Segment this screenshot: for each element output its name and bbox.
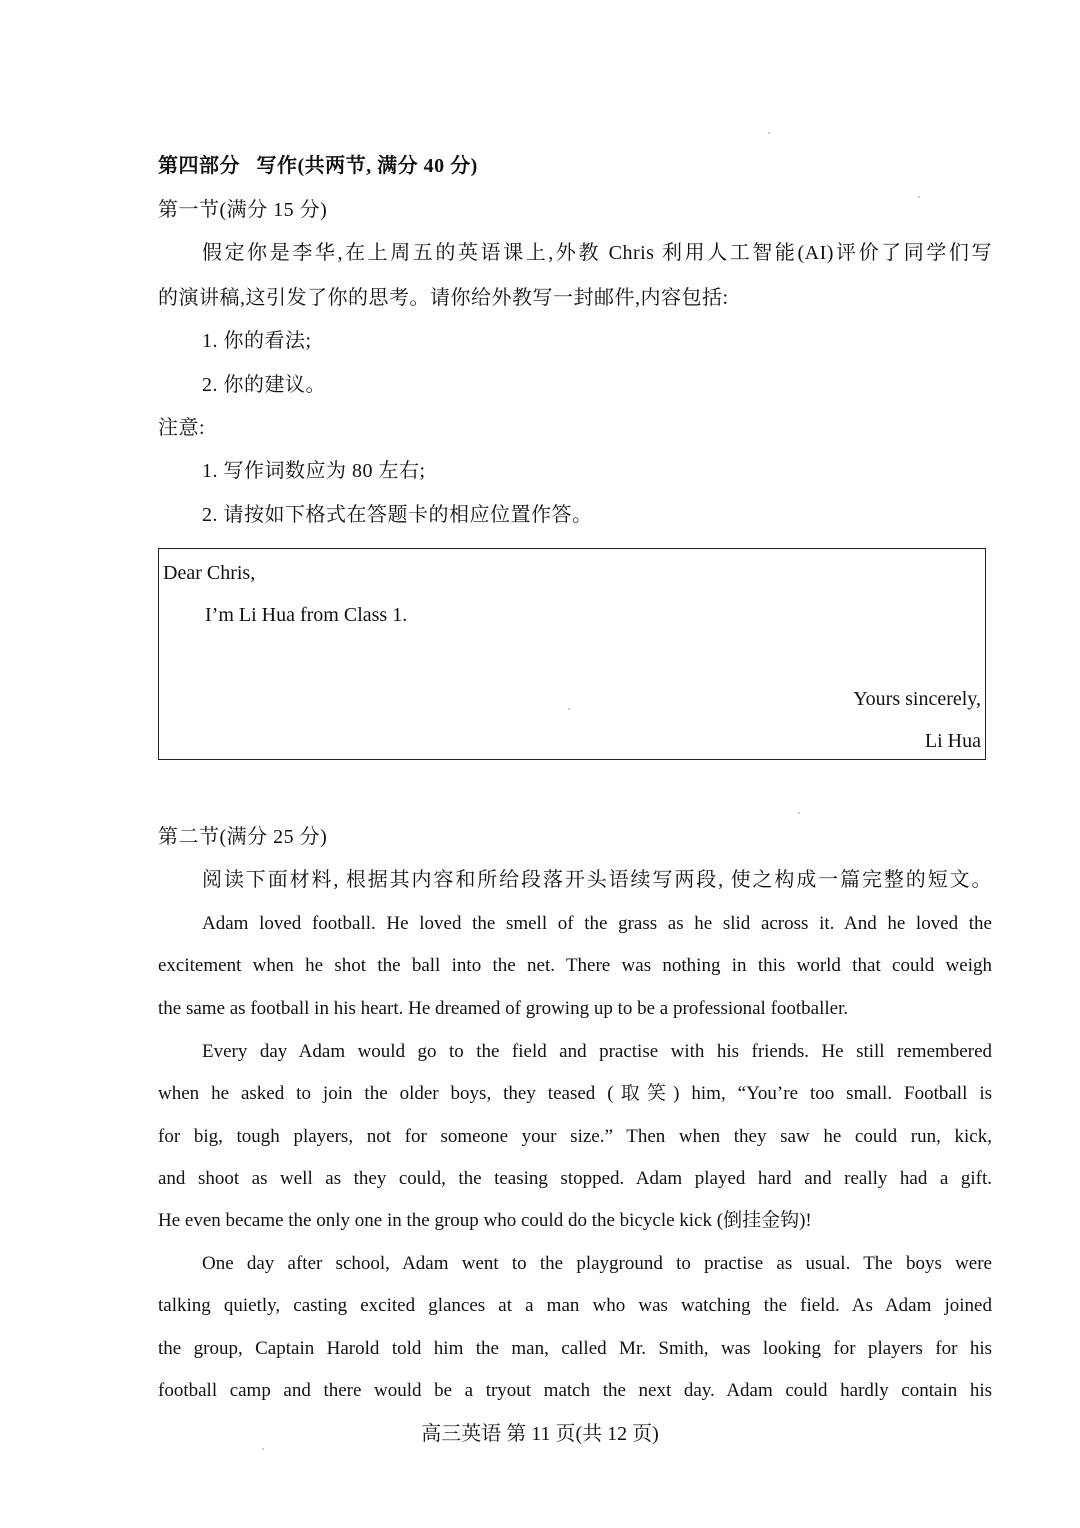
section1-item-1: 1. 你的看法; bbox=[202, 330, 312, 352]
part-subtitle: 写作(共两节, 满分 40 分) bbox=[256, 155, 478, 177]
note-1: 1. 写作词数应为 80 左右; bbox=[202, 460, 426, 482]
letter-opening: I’m Li Hua from Class 1. bbox=[205, 604, 408, 626]
letter-signature: Li Hua bbox=[924, 730, 981, 752]
section2-heading: 第二节(满分 25 分) bbox=[158, 826, 328, 848]
passage-line: and shoot as well as they could, the teasing stopped. Adam played hard and really had a gift. bbox=[158, 1168, 992, 1189]
passage-line: He even became the only one in the group who could do the bicycle kick (倒挂金钩)! bbox=[158, 1210, 812, 1231]
letter-format-box bbox=[158, 548, 986, 760]
passage-line: the same as football in his heart. He dreamed of growing up to be a professional footballer. bbox=[158, 998, 849, 1019]
scan-speck bbox=[568, 708, 570, 710]
letter-greeting: Dear Chris, bbox=[163, 562, 256, 584]
part-heading bbox=[158, 154, 478, 178]
passage-line: the group, Captain Harold told him the man, called Mr. Smith, was looking for players for his bbox=[158, 1338, 992, 1359]
section1-prompt-line1: 假定你是李华,在上周五的英语课上,外教 Chris 利用人工智能(AI)评价了同学们写 bbox=[202, 242, 992, 264]
passage-line: One day after school, Adam went to the playground to practise as usual. The boys were bbox=[202, 1253, 992, 1274]
passage-line: talking quietly, casting excited glances at a man who was watching the field. As Adam joined bbox=[158, 1295, 992, 1316]
note-2: 2. 请按如下格式在答题卡的相应位置作答。 bbox=[202, 504, 593, 526]
passage-line: Every day Adam would go to the field and practise with his friends. He still remembered bbox=[202, 1041, 992, 1062]
part-title: 第四部分 bbox=[158, 155, 240, 177]
passage-line: when he asked to join the older boys, they teased (取笑) him, “You’re too small. Football is bbox=[158, 1083, 992, 1104]
scan-speck bbox=[262, 1448, 264, 1450]
scan-speck bbox=[918, 196, 920, 198]
scan-speck bbox=[768, 132, 770, 134]
scan-speck bbox=[798, 812, 800, 814]
page-footer: 高三英语 第 11 页(共 12 页) bbox=[421, 1423, 659, 1445]
section1-heading: 第一节(满分 15 分) bbox=[158, 199, 328, 221]
section1-prompt-line2: 的演讲稿,这引发了你的思考。请你给外教写一封邮件,内容包括: bbox=[158, 287, 729, 309]
section1-item-2: 2. 你的建议。 bbox=[202, 374, 326, 396]
letter-closing: Yours sincerely, bbox=[853, 688, 981, 710]
passage-line: football camp and there would be a tryout match the next day. Adam could hardly contain his bbox=[158, 1380, 992, 1401]
passage-line: for big, tough players, not for someone your size.” Then when they saw he could run, kick, bbox=[158, 1126, 992, 1147]
note-label: 注意: bbox=[158, 417, 206, 439]
section2-instruction: 阅读下面材料, 根据其内容和所给段落开头语续写两段, 使之构成一篇完整的短文。 bbox=[202, 869, 992, 891]
passage-line: Adam loved football. He loved the smell of the grass as he slid across it. And he loved the bbox=[202, 913, 992, 934]
passage-line: excitement when he shot the ball into the net. There was nothing in this world that could weigh bbox=[158, 955, 992, 976]
